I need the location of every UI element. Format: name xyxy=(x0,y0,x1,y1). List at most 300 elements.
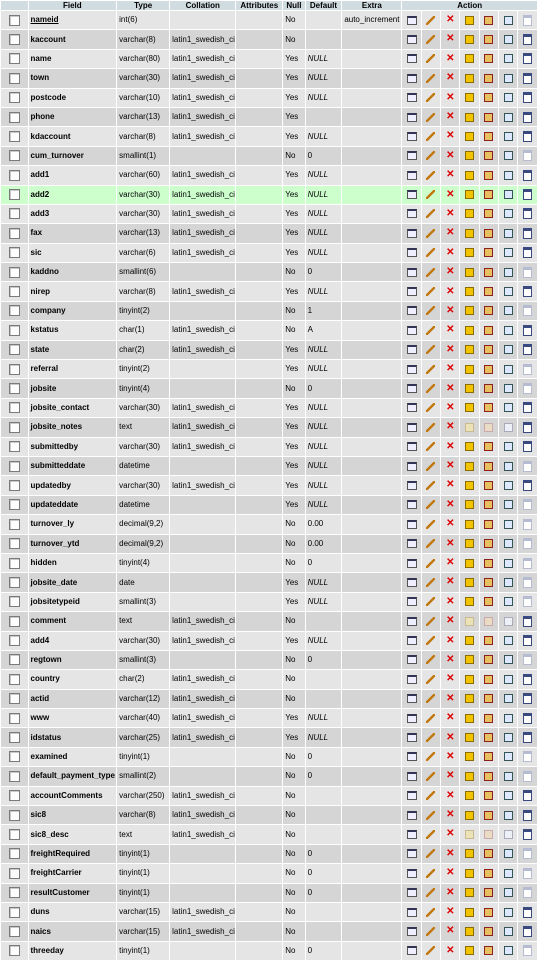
index-icon[interactable] xyxy=(504,93,513,102)
edit-action[interactable] xyxy=(422,573,440,591)
index-icon[interactable] xyxy=(504,539,513,548)
row-checkbox[interactable] xyxy=(9,208,20,219)
drop-action[interactable] xyxy=(441,864,459,882)
primary-action[interactable] xyxy=(460,89,478,107)
drop-action[interactable] xyxy=(441,476,459,494)
drop-action[interactable] xyxy=(441,224,459,242)
unique-action[interactable] xyxy=(480,748,498,766)
index-icon[interactable] xyxy=(504,74,513,83)
edit-icon[interactable] xyxy=(426,345,435,354)
browse-action[interactable] xyxy=(402,127,420,145)
edit-action[interactable] xyxy=(422,224,440,242)
unique-icon[interactable] xyxy=(484,345,493,354)
row-checkbox-cell[interactable] xyxy=(1,496,28,514)
index-icon[interactable] xyxy=(504,481,513,490)
fulltext-action[interactable] xyxy=(518,632,537,650)
fulltext-icon[interactable] xyxy=(523,635,532,646)
table-row[interactable] xyxy=(1,845,537,863)
header-attributes[interactable]: Attributes xyxy=(236,1,282,10)
fulltext-action[interactable] xyxy=(518,903,537,921)
primary-key-icon[interactable] xyxy=(465,636,474,645)
edit-icon[interactable] xyxy=(426,93,435,102)
primary-key-icon[interactable] xyxy=(465,442,474,451)
row-checkbox[interactable] xyxy=(9,907,20,918)
primary-key-icon[interactable] xyxy=(465,694,474,703)
primary-action[interactable] xyxy=(460,496,478,514)
fulltext-action[interactable] xyxy=(518,50,537,68)
row-checkbox[interactable] xyxy=(9,596,20,607)
row-checkbox[interactable] xyxy=(9,790,20,801)
browse-action[interactable] xyxy=(402,845,420,863)
drop-icon[interactable]: ✕ xyxy=(446,14,455,26)
fulltext-action[interactable] xyxy=(518,224,537,242)
index-action[interactable] xyxy=(499,690,517,708)
primary-key-icon[interactable] xyxy=(465,287,474,296)
index-icon[interactable] xyxy=(504,869,513,878)
unique-icon[interactable] xyxy=(484,384,493,393)
row-checkbox-cell[interactable] xyxy=(1,690,28,708)
browse-icon[interactable] xyxy=(407,772,417,781)
unique-icon[interactable] xyxy=(484,636,493,645)
edit-icon[interactable] xyxy=(426,539,435,548)
unique-action[interactable] xyxy=(480,922,498,940)
table-row[interactable] xyxy=(1,438,537,456)
edit-icon[interactable] xyxy=(426,151,435,160)
drop-icon[interactable]: ✕ xyxy=(446,343,455,355)
drop-icon[interactable]: ✕ xyxy=(446,285,455,297)
edit-action[interactable] xyxy=(422,709,440,727)
primary-action[interactable] xyxy=(460,787,478,805)
row-checkbox-cell[interactable] xyxy=(1,282,28,300)
header-null[interactable]: Null xyxy=(283,1,304,10)
row-checkbox[interactable] xyxy=(9,829,20,840)
edit-action[interactable] xyxy=(422,651,440,669)
primary-key-icon[interactable] xyxy=(465,791,474,800)
fulltext-action[interactable] xyxy=(518,806,537,824)
table-row[interactable] xyxy=(1,806,537,824)
row-checkbox-cell[interactable] xyxy=(1,864,28,882)
drop-action[interactable] xyxy=(441,108,459,126)
table-row[interactable] xyxy=(1,767,537,785)
primary-key-icon[interactable] xyxy=(465,655,474,664)
browse-action[interactable] xyxy=(402,806,420,824)
primary-action[interactable] xyxy=(460,418,478,436)
edit-action[interactable] xyxy=(422,593,440,611)
fulltext-action[interactable] xyxy=(518,593,537,611)
primary-key-icon[interactable] xyxy=(465,423,474,432)
drop-action[interactable] xyxy=(441,593,459,611)
unique-icon[interactable] xyxy=(484,268,493,277)
drop-icon[interactable]: ✕ xyxy=(446,925,455,937)
table-row[interactable] xyxy=(1,360,537,378)
row-checkbox[interactable] xyxy=(9,364,20,375)
unique-action[interactable] xyxy=(480,302,498,320)
row-checkbox[interactable] xyxy=(9,92,20,103)
browse-action[interactable] xyxy=(402,438,420,456)
primary-action[interactable] xyxy=(460,825,478,843)
browse-icon[interactable] xyxy=(407,384,417,393)
table-row[interactable] xyxy=(1,11,537,29)
row-checkbox-cell[interactable] xyxy=(1,108,28,126)
table-row[interactable] xyxy=(1,496,537,514)
table-row[interactable] xyxy=(1,302,537,320)
primary-action[interactable] xyxy=(460,864,478,882)
row-checkbox-cell[interactable] xyxy=(1,399,28,417)
index-action[interactable] xyxy=(499,942,517,960)
unique-action[interactable] xyxy=(480,11,498,29)
row-checkbox-cell[interactable] xyxy=(1,748,28,766)
primary-action[interactable] xyxy=(460,748,478,766)
index-action[interactable] xyxy=(499,360,517,378)
unique-icon[interactable] xyxy=(484,908,493,917)
fulltext-icon[interactable] xyxy=(523,325,532,336)
edit-action[interactable] xyxy=(422,302,440,320)
index-action[interactable] xyxy=(499,30,517,48)
fulltext-action[interactable] xyxy=(518,457,537,475)
index-icon[interactable] xyxy=(504,791,513,800)
row-checkbox-cell[interactable] xyxy=(1,573,28,591)
row-checkbox[interactable] xyxy=(9,286,20,297)
fulltext-action[interactable] xyxy=(518,825,537,843)
index-action[interactable] xyxy=(499,748,517,766)
drop-icon[interactable]: ✕ xyxy=(446,750,455,762)
unique-action[interactable] xyxy=(480,360,498,378)
index-action[interactable] xyxy=(499,457,517,475)
index-action[interactable] xyxy=(499,903,517,921)
row-checkbox[interactable] xyxy=(9,887,20,898)
fulltext-icon[interactable] xyxy=(523,92,532,103)
drop-action[interactable] xyxy=(441,690,459,708)
fulltext-action[interactable] xyxy=(518,690,537,708)
browse-action[interactable] xyxy=(402,263,420,281)
fulltext-action[interactable] xyxy=(518,535,537,553)
drop-icon[interactable]: ✕ xyxy=(446,91,455,103)
browse-icon[interactable] xyxy=(407,636,417,645)
fulltext-icon[interactable] xyxy=(523,693,532,704)
table-row[interactable] xyxy=(1,728,537,746)
drop-action[interactable] xyxy=(441,89,459,107)
fulltext-icon[interactable] xyxy=(523,926,532,937)
drop-icon[interactable]: ✕ xyxy=(446,789,455,801)
edit-icon[interactable] xyxy=(426,694,435,703)
drop-action[interactable] xyxy=(441,806,459,824)
unique-icon[interactable] xyxy=(484,306,493,315)
primary-key-icon[interactable] xyxy=(465,927,474,936)
unique-icon[interactable] xyxy=(484,442,493,451)
fulltext-icon[interactable] xyxy=(523,150,532,161)
primary-key-icon[interactable] xyxy=(465,345,474,354)
browse-action[interactable] xyxy=(402,612,420,630)
edit-icon[interactable] xyxy=(426,500,435,509)
edit-action[interactable] xyxy=(422,554,440,572)
browse-icon[interactable] xyxy=(407,306,417,315)
fulltext-icon[interactable] xyxy=(523,558,532,569)
browse-icon[interactable] xyxy=(407,365,417,374)
unique-icon[interactable] xyxy=(484,539,493,548)
browse-action[interactable] xyxy=(402,166,420,184)
fulltext-action[interactable] xyxy=(518,360,537,378)
row-checkbox-cell[interactable] xyxy=(1,147,28,165)
edit-action[interactable] xyxy=(422,515,440,533)
unique-action[interactable] xyxy=(480,127,498,145)
edit-action[interactable] xyxy=(422,418,440,436)
unique-action[interactable] xyxy=(480,612,498,630)
primary-action[interactable] xyxy=(460,670,478,688)
index-icon[interactable] xyxy=(504,54,513,63)
primary-action[interactable] xyxy=(460,632,478,650)
browse-icon[interactable] xyxy=(407,287,417,296)
drop-action[interactable] xyxy=(441,11,459,29)
index-icon[interactable] xyxy=(504,171,513,180)
drop-icon[interactable]: ✕ xyxy=(446,867,455,879)
edit-action[interactable] xyxy=(422,457,440,475)
row-checkbox-cell[interactable] xyxy=(1,321,28,339)
row-checkbox[interactable] xyxy=(9,383,20,394)
edit-icon[interactable] xyxy=(426,287,435,296)
primary-action[interactable] xyxy=(460,845,478,863)
table-row[interactable] xyxy=(1,670,537,688)
browse-icon[interactable] xyxy=(407,849,417,858)
index-action[interactable] xyxy=(499,884,517,902)
browse-icon[interactable] xyxy=(407,462,417,471)
browse-action[interactable] xyxy=(402,515,420,533)
edit-icon[interactable] xyxy=(426,946,435,955)
unique-action[interactable] xyxy=(480,903,498,921)
edit-icon[interactable] xyxy=(426,209,435,218)
edit-action[interactable] xyxy=(422,884,440,902)
unique-icon[interactable] xyxy=(484,946,493,955)
browse-icon[interactable] xyxy=(407,597,417,606)
table-row[interactable] xyxy=(1,515,537,533)
drop-action[interactable] xyxy=(441,263,459,281)
primary-key-icon[interactable] xyxy=(465,113,474,122)
index-action[interactable] xyxy=(499,418,517,436)
fulltext-icon[interactable] xyxy=(523,131,532,142)
index-action[interactable] xyxy=(499,108,517,126)
fulltext-action[interactable] xyxy=(518,709,537,727)
edit-icon[interactable] xyxy=(426,772,435,781)
fulltext-icon[interactable] xyxy=(523,790,532,801)
edit-icon[interactable] xyxy=(426,520,435,529)
unique-action[interactable] xyxy=(480,263,498,281)
drop-icon[interactable]: ✕ xyxy=(446,537,455,549)
fulltext-action[interactable] xyxy=(518,379,537,397)
edit-action[interactable] xyxy=(422,360,440,378)
index-action[interactable] xyxy=(499,632,517,650)
edit-icon[interactable] xyxy=(426,597,435,606)
index-action[interactable] xyxy=(499,438,517,456)
row-checkbox-cell[interactable] xyxy=(1,845,28,863)
fulltext-icon[interactable] xyxy=(523,480,532,491)
primary-key-icon[interactable] xyxy=(465,559,474,568)
browse-icon[interactable] xyxy=(407,946,417,955)
unique-action[interactable] xyxy=(480,457,498,475)
unique-action[interactable] xyxy=(480,69,498,87)
browse-icon[interactable] xyxy=(407,520,417,529)
drop-action[interactable] xyxy=(441,903,459,921)
browse-action[interactable] xyxy=(402,244,420,262)
browse-action[interactable] xyxy=(402,399,420,417)
unique-action[interactable] xyxy=(480,496,498,514)
unique-action[interactable] xyxy=(480,50,498,68)
edit-icon[interactable] xyxy=(426,849,435,858)
drop-action[interactable] xyxy=(441,50,459,68)
fulltext-action[interactable] xyxy=(518,748,537,766)
index-icon[interactable] xyxy=(504,132,513,141)
browse-icon[interactable] xyxy=(407,209,417,218)
row-checkbox-cell[interactable] xyxy=(1,166,28,184)
drop-icon[interactable]: ✕ xyxy=(446,828,455,840)
primary-action[interactable] xyxy=(460,612,478,630)
index-action[interactable] xyxy=(499,845,517,863)
index-action[interactable] xyxy=(499,282,517,300)
unique-action[interactable] xyxy=(480,573,498,591)
row-checkbox-cell[interactable] xyxy=(1,825,28,843)
browse-icon[interactable] xyxy=(407,326,417,335)
drop-icon[interactable]: ✕ xyxy=(446,33,455,45)
primary-key-icon[interactable] xyxy=(465,248,474,257)
fulltext-action[interactable] xyxy=(518,612,537,630)
fulltext-icon[interactable] xyxy=(523,267,532,278)
drop-action[interactable] xyxy=(441,670,459,688)
edit-icon[interactable] xyxy=(426,791,435,800)
fulltext-action[interactable] xyxy=(518,205,537,223)
row-checkbox[interactable] xyxy=(9,189,20,200)
edit-icon[interactable] xyxy=(426,365,435,374)
drop-action[interactable] xyxy=(441,632,459,650)
drop-action[interactable] xyxy=(441,341,459,359)
index-action[interactable] xyxy=(499,69,517,87)
edit-action[interactable] xyxy=(422,748,440,766)
unique-action[interactable] xyxy=(480,186,498,204)
table-row[interactable] xyxy=(1,282,537,300)
drop-action[interactable] xyxy=(441,186,459,204)
browse-icon[interactable] xyxy=(407,171,417,180)
unique-icon[interactable] xyxy=(484,171,493,180)
edit-icon[interactable] xyxy=(426,752,435,761)
drop-icon[interactable]: ✕ xyxy=(446,634,455,646)
fulltext-action[interactable] xyxy=(518,11,537,29)
primary-action[interactable] xyxy=(460,30,478,48)
unique-icon[interactable] xyxy=(484,74,493,83)
row-checkbox[interactable] xyxy=(9,693,20,704)
edit-action[interactable] xyxy=(422,50,440,68)
drop-icon[interactable]: ✕ xyxy=(446,847,455,859)
edit-icon[interactable] xyxy=(426,869,435,878)
primary-action[interactable] xyxy=(460,263,478,281)
unique-action[interactable] xyxy=(480,438,498,456)
drop-icon[interactable]: ✕ xyxy=(446,460,455,472)
primary-action[interactable] xyxy=(460,457,478,475)
row-checkbox[interactable] xyxy=(9,732,20,743)
drop-action[interactable] xyxy=(441,379,459,397)
index-action[interactable] xyxy=(499,50,517,68)
index-icon[interactable] xyxy=(504,675,513,684)
edit-icon[interactable] xyxy=(426,655,435,664)
drop-action[interactable] xyxy=(441,767,459,785)
browse-action[interactable] xyxy=(402,670,420,688)
index-icon[interactable] xyxy=(504,733,513,742)
primary-action[interactable] xyxy=(460,476,478,494)
unique-icon[interactable] xyxy=(484,190,493,199)
browse-action[interactable] xyxy=(402,224,420,242)
primary-key-icon[interactable] xyxy=(465,229,474,238)
row-checkbox[interactable] xyxy=(9,34,20,45)
edit-action[interactable] xyxy=(422,438,440,456)
unique-icon[interactable] xyxy=(484,733,493,742)
fulltext-icon[interactable] xyxy=(523,461,532,472)
unique-icon[interactable] xyxy=(484,229,493,238)
edit-icon[interactable] xyxy=(426,617,435,626)
index-icon[interactable] xyxy=(504,617,513,626)
drop-action[interactable] xyxy=(441,748,459,766)
edit-action[interactable] xyxy=(422,282,440,300)
drop-icon[interactable]: ✕ xyxy=(446,207,455,219)
index-action[interactable] xyxy=(499,244,517,262)
fulltext-icon[interactable] xyxy=(523,848,532,859)
drop-icon[interactable]: ✕ xyxy=(446,498,455,510)
header-type[interactable]: Type xyxy=(117,1,169,10)
primary-action[interactable] xyxy=(460,806,478,824)
index-icon[interactable] xyxy=(504,345,513,354)
primary-action[interactable] xyxy=(460,360,478,378)
edit-action[interactable] xyxy=(422,728,440,746)
primary-key-icon[interactable] xyxy=(465,714,474,723)
fulltext-icon[interactable] xyxy=(523,810,532,821)
unique-icon[interactable] xyxy=(484,93,493,102)
primary-key-icon[interactable] xyxy=(465,772,474,781)
index-icon[interactable] xyxy=(504,500,513,509)
table-row[interactable] xyxy=(1,127,537,145)
primary-action[interactable] xyxy=(460,651,478,669)
primary-action[interactable] xyxy=(460,942,478,960)
primary-key-icon[interactable] xyxy=(465,209,474,218)
row-checkbox-cell[interactable] xyxy=(1,903,28,921)
primary-action[interactable] xyxy=(460,922,478,940)
fulltext-action[interactable] xyxy=(518,922,537,940)
index-action[interactable] xyxy=(499,806,517,824)
unique-action[interactable] xyxy=(480,515,498,533)
drop-icon[interactable]: ✕ xyxy=(446,421,455,433)
drop-icon[interactable]: ✕ xyxy=(446,479,455,491)
row-checkbox[interactable] xyxy=(9,577,20,588)
fulltext-icon[interactable] xyxy=(523,189,532,200)
fulltext-action[interactable] xyxy=(518,554,537,572)
index-action[interactable] xyxy=(499,127,517,145)
index-action[interactable] xyxy=(499,147,517,165)
unique-icon[interactable] xyxy=(484,54,493,63)
primary-action[interactable] xyxy=(460,11,478,29)
drop-icon[interactable]: ✕ xyxy=(446,615,455,627)
fulltext-action[interactable] xyxy=(518,496,537,514)
index-icon[interactable] xyxy=(504,927,513,936)
row-checkbox[interactable] xyxy=(9,53,20,64)
index-icon[interactable] xyxy=(504,190,513,199)
browse-icon[interactable] xyxy=(407,403,417,412)
primary-key-icon[interactable] xyxy=(465,74,474,83)
unique-action[interactable] xyxy=(480,690,498,708)
row-checkbox-cell[interactable] xyxy=(1,186,28,204)
primary-key-icon[interactable] xyxy=(465,888,474,897)
edit-action[interactable] xyxy=(422,942,440,960)
unique-action[interactable] xyxy=(480,632,498,650)
primary-key-icon[interactable] xyxy=(465,733,474,742)
fulltext-action[interactable] xyxy=(518,573,537,591)
browse-icon[interactable] xyxy=(407,151,417,160)
drop-icon[interactable]: ✕ xyxy=(446,886,455,898)
row-checkbox-cell[interactable] xyxy=(1,341,28,359)
index-icon[interactable] xyxy=(504,520,513,529)
